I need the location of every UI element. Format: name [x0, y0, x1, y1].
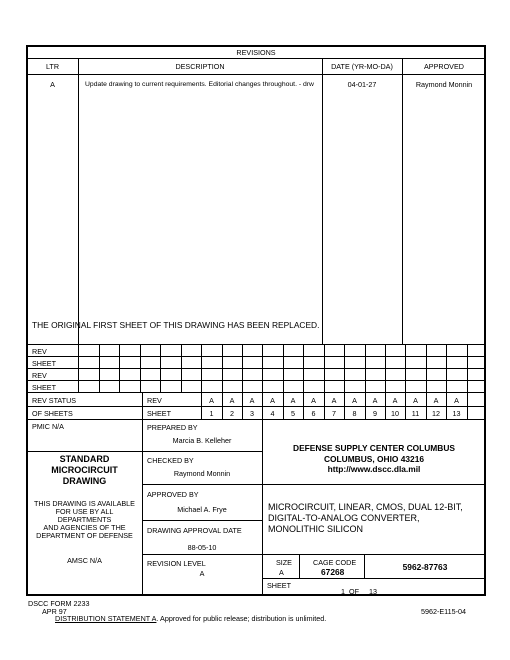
rev-status-value: A: [290, 396, 296, 405]
rule: [402, 58, 403, 344]
sheet-number-value: 4: [270, 409, 275, 418]
sheet-number-value: 6: [311, 409, 316, 418]
standard-line3: DRAWING: [62, 476, 107, 486]
grid-rule: [119, 344, 120, 392]
of-sheets-label: OF SHEETS: [32, 409, 73, 418]
rev-label: REV: [32, 347, 47, 356]
rule: [27, 58, 485, 59]
grid-rule: [142, 392, 143, 419]
sheet-of: OF: [349, 587, 359, 596]
grid-rule: [385, 344, 386, 392]
sheet-number-value: 9: [373, 409, 377, 418]
rule: [27, 419, 485, 420]
grid-rule: [365, 344, 366, 392]
cage-code-value: 67268: [321, 567, 345, 577]
distribution-statement: [55, 614, 326, 623]
sheet-total: 13: [369, 587, 377, 596]
distribution-text: . Approved for public release; distribution is unlimited.: [156, 614, 327, 623]
sheet-label: SHEET: [32, 359, 56, 368]
approved-by-name: Michael A. Frye: [177, 505, 227, 514]
approved-by-label: APPROVED BY: [147, 490, 199, 499]
distribution-label: DISTRIBUTION STATEMENT A: [55, 614, 157, 623]
revision-description: Update drawing to current requirements. Editorial changes throughout. - drw: [85, 81, 314, 88]
rev-status-value: A: [331, 396, 337, 405]
rule: [27, 451, 142, 452]
standard-line1: STANDARD: [59, 454, 110, 464]
sheet-number-value: 8: [352, 409, 357, 418]
grid-rule: [78, 344, 79, 392]
grid-rule: [242, 344, 243, 392]
grid-rule: [262, 344, 263, 392]
grid-rule: [181, 344, 182, 392]
availability-line5: DEPARTMENT OF DEFENSE: [36, 531, 133, 540]
grid-rule: [160, 344, 161, 392]
rev-status-value: A: [352, 396, 357, 405]
sheet-number-value: 3: [250, 409, 254, 418]
rule: [299, 554, 300, 578]
rule: [262, 578, 486, 579]
sheet-label: SHEET: [147, 409, 171, 418]
sheet-number-value: 1: [209, 409, 214, 418]
rule: [142, 520, 262, 521]
rule: [262, 554, 486, 555]
rule: [78, 58, 79, 344]
prepared-by-label: PREPARED BY: [147, 423, 198, 432]
rule: [27, 344, 485, 345]
grid-rule: [446, 344, 447, 392]
rule: [322, 58, 323, 344]
revisions-title: REVISIONS: [236, 48, 276, 57]
sheet-number: 1: [341, 587, 345, 596]
size-label: SIZE: [276, 558, 292, 567]
rev-status-value: A: [249, 396, 255, 405]
drawing-number: 5962-87763: [402, 562, 448, 572]
rev-label: REV: [32, 371, 47, 380]
sheet-number-value: 11: [411, 409, 420, 418]
sheet-number-value: 2: [230, 409, 234, 418]
rule: [262, 484, 486, 485]
replaced-note: THE ORIGINAL FIRST SHEET OF THIS DRAWING HAS BEEN REPLACED.: [32, 320, 320, 330]
rev-status-value: A: [392, 396, 398, 405]
checked-by-name: Raymond Monnin: [173, 469, 231, 478]
sheet-number-value: 13: [452, 409, 461, 418]
rev-status-value: A: [270, 396, 275, 405]
grid-rule: [467, 344, 468, 392]
grid-rule: [99, 344, 100, 392]
rev-label: REV: [147, 396, 162, 405]
revision-level-label: REVISION LEVEL: [147, 559, 206, 568]
approval-date-label: DRAWING APPROVAL DATE: [147, 526, 242, 535]
sheet-number-value: 10: [391, 409, 399, 418]
agency-name: DEFENSE SUPPLY CENTER COLUMBUS: [293, 443, 455, 453]
sheet-number-value: 5: [291, 409, 295, 418]
grid-rule: [467, 392, 468, 419]
rule: [142, 451, 262, 452]
amsc: AMSC N/A: [67, 556, 102, 565]
rule: [142, 554, 262, 555]
revision-level-value: A: [199, 569, 205, 578]
agency-address: COLUMBUS, OHIO 43216: [323, 454, 425, 464]
rev-status-value: A: [433, 396, 439, 405]
availability-line2: FOR USE BY ALL: [55, 507, 114, 516]
sheet-label: SHEET: [32, 383, 56, 392]
revision-ltr: A: [50, 80, 55, 89]
availability-line4: AND AGENCIES OF THE: [43, 523, 126, 532]
cage-code-label: CAGE CODE: [313, 558, 357, 567]
col-header-date: DATE (YR-MO-DA): [331, 62, 393, 71]
grid-rule: [405, 344, 406, 392]
document-code: 5962-E115-04: [421, 607, 467, 616]
rule: [27, 368, 485, 369]
grid-rule: [324, 344, 325, 392]
drawing-title-line1: MICROCIRCUIT, LINEAR, CMOS, DUAL 12-BIT,: [268, 502, 463, 512]
form-date: APR 97: [42, 607, 67, 616]
rev-status-label: REV STATUS: [32, 396, 77, 405]
availability-line3: DEPARTMENTS: [57, 515, 112, 524]
approval-date-value: 88-05-10: [187, 543, 217, 552]
form-number: DSCC FORM 2233: [28, 599, 90, 608]
drawing-title-line3: MONOLITHIC SILICON: [268, 524, 364, 534]
grid-rule: [201, 344, 202, 392]
rev-status-value: A: [413, 396, 418, 405]
rev-status-value: A: [454, 396, 459, 405]
rule: [27, 392, 485, 393]
sheet-number-value: 12: [432, 409, 440, 418]
revision-approved: Raymond Monnin: [415, 80, 473, 89]
pmic: PMIC N/A: [32, 422, 64, 431]
prepared-by-name: Marcia B. Kelleher: [172, 436, 232, 445]
standard-line2: MICROCIRCUIT: [51, 465, 118, 475]
grid-rule: [140, 344, 141, 392]
rule: [27, 406, 485, 407]
col-header-description: DESCRIPTION: [175, 62, 225, 71]
grid-rule: [344, 344, 345, 392]
grid-rule: [303, 344, 304, 392]
col-header-ltr: LTR: [45, 62, 60, 71]
rev-status-value: A: [372, 396, 378, 405]
drawing-title-line2: DIGITAL-TO-ANALOG CONVERTER,: [268, 513, 420, 523]
grid-rule: [426, 344, 427, 392]
revision-date: 04-01-27: [347, 80, 377, 89]
agency-url: http://www.dscc.dla.mil: [327, 464, 421, 474]
sheet-block-label: SHEET: [267, 581, 291, 590]
size-value: A: [279, 568, 284, 577]
rev-status-value: A: [209, 396, 214, 405]
rule: [27, 380, 485, 381]
rev-status-value: A: [311, 396, 316, 405]
rule: [27, 356, 485, 357]
rev-status-value: A: [229, 396, 235, 405]
grid-rule: [283, 344, 284, 392]
availability-line1: THIS DRAWING IS AVAILABLE: [34, 499, 135, 508]
rule: [27, 74, 485, 75]
checked-by-label: CHECKED BY: [147, 456, 194, 465]
grid-rule: [222, 344, 223, 392]
col-header-approved: APPROVED: [424, 62, 464, 71]
sheet-number-value: 7: [332, 409, 336, 418]
rule: [142, 484, 262, 485]
